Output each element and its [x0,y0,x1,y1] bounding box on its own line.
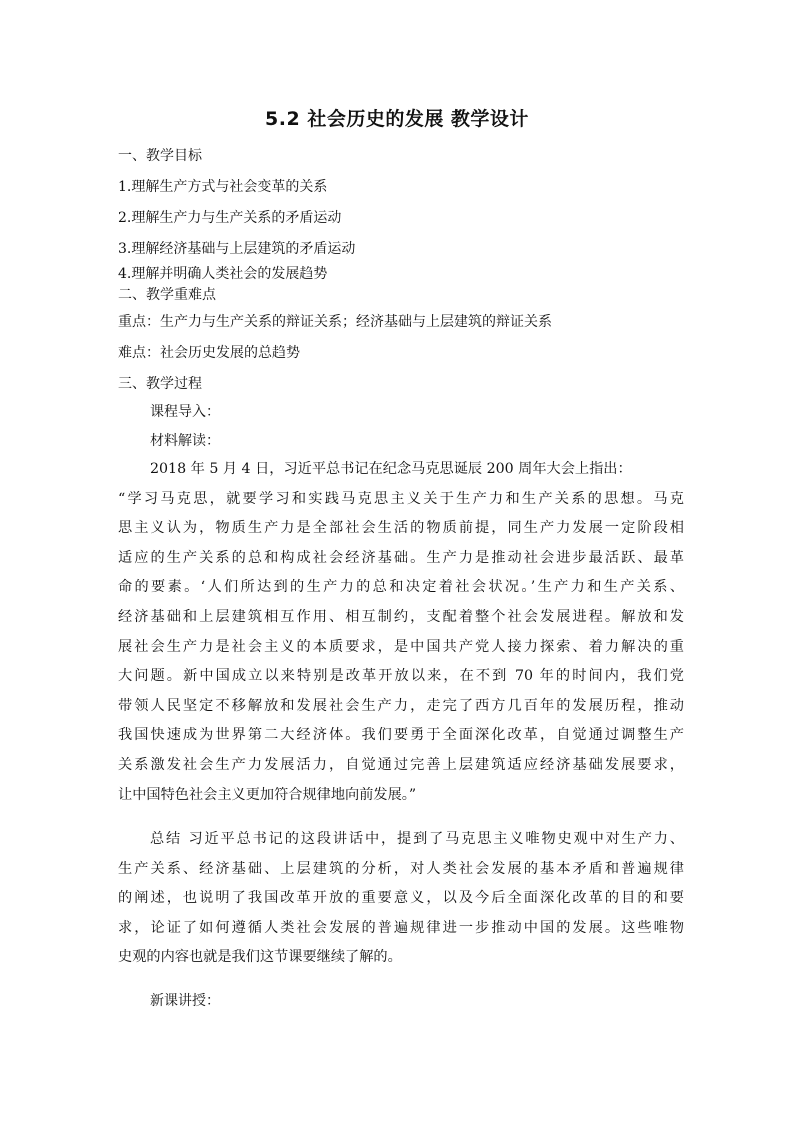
process-heading: 三、教学过程 [118,376,202,392]
quote-line: 命的要素。‘人们所达到的生产力的总和决定着社会状况。’生产力和生产关系、 [118,579,684,596]
goal-item-2: 2.理解生产力与生产关系的矛盾运动 [118,210,342,226]
goal-item-4: 4.理解并明确人类社会的发展趋势 [118,266,328,282]
intro-label: 课程导入： [150,404,220,420]
quote-line: 2018 年 5 月 4 日，习近平总书记在纪念马克思诞辰 200 周年大会上指出： [150,461,632,477]
summary-line: 生产关系、经济基础、上层建筑的分析，对人类社会发展的基本矛盾和普遍规律 [118,860,684,877]
summary-line: 总结 习近平总书记的这段讲话中，提到了马克思主义唯物史观中对生产力、 [150,831,684,847]
summary-paragraph [118,825,684,973]
goal-item-1: 1.理解生产方式与社会变革的关系 [118,179,328,195]
goal-item-3: 3.理解经济基础与上层建筑的矛盾运动 [118,241,356,257]
difficult-points: 难点：社会历史发展的总趋势 [118,345,300,361]
quote-paragraph [118,455,684,810]
quote-line: 关系激发社会生产力发展活力，自觉通过完善上层建筑适应经济基础发展要求， [118,756,684,773]
quote-line: 展社会生产力是社会主义的本质要求，是中国共产党人接力探索、着力解决的重 [118,638,684,655]
summary-line: 求，论证了如何遵循人类社会发展的普遍规律进一步推动中国的发展。这些唯物 [118,919,684,936]
document-title: 5.2 社会历史的发展 教学设计 [265,108,529,130]
summary-line: 的阐述，也说明了我国改革开放的重要意义，以及今后全面深化改革的目的和要 [118,890,684,907]
key-difficult-heading: 二、教学重难点 [118,287,216,303]
quote-line: 大问题。新中国成立以来特别是改革开放以来，在不到 70 年的时间内，我们党 [118,668,684,685]
key-points: 重点：生产力与生产关系的辩证关系；经济基础与上层建筑的辩证关系 [118,314,552,330]
quote-line: 带领人民坚定不移解放和发展社会生产力，走完了西方几百年的发展历程，推动 [118,697,684,714]
quote-line: 适应的生产关系的总和构成社会经济基础。生产力是推动社会进步最活跃、最革 [118,549,684,566]
quote-line: “学习马克思，就要学习和实践马克思主义关于生产力和生产关系的思想。马克 [118,490,684,507]
quote-line: 让中国特色社会主义更加符合规律地向前发展。” [118,786,417,803]
new-lesson-label: 新课讲授： [150,993,220,1009]
quote-line: 思主义认为，物质生产力是全部社会生活的物质前提，同生产力发展一定阶段相 [118,520,684,537]
quote-line: 我国快速成为世界第二大经济体。我们要勇于全面深化改革，自觉通过调整生产 [118,727,684,744]
material-label: 材料解读： [150,433,220,449]
summary-line: 史观的内容也就是我们这节课要继续了解的。 [118,949,402,966]
goals-heading: 一、教学目标 [118,148,202,164]
quote-line: 经济基础和上层建筑相互作用、相互制约，支配着整个社会发展进程。解放和发 [118,608,684,625]
